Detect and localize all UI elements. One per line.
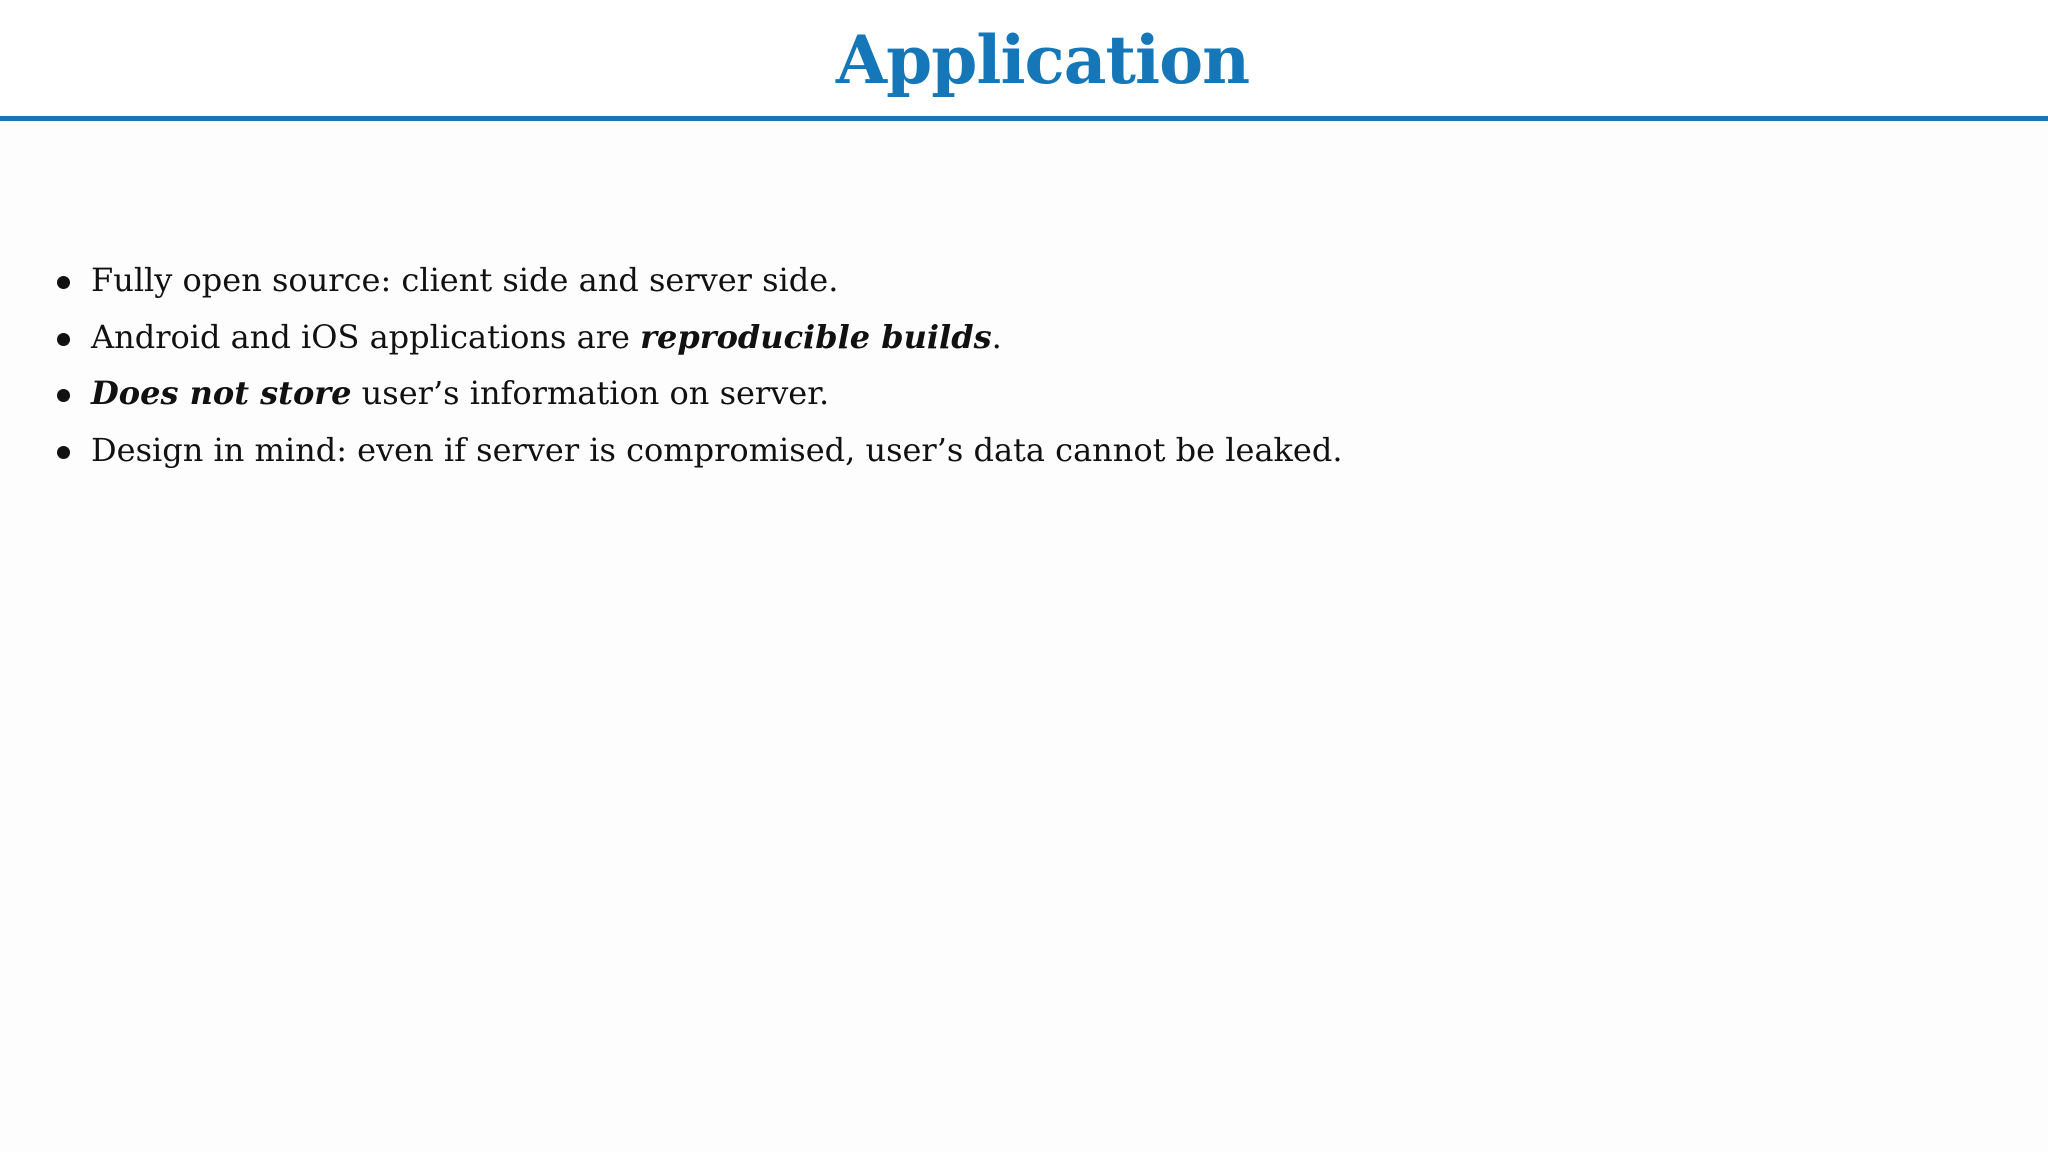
bullet-item bbox=[54, 252, 1343, 309]
bullet-emphasis: Does not store bbox=[91, 374, 352, 412]
bullet-emphasis: reproducible builds bbox=[640, 317, 992, 356]
bullet-icon bbox=[57, 389, 70, 402]
bullet-text-tail: user’s information on server. bbox=[351, 374, 830, 412]
bullet-list bbox=[54, 252, 1343, 478]
bullet-text: Android and iOS applications are bbox=[91, 317, 641, 356]
title-divider bbox=[0, 116, 2048, 121]
bullet-text: Design in mind: even if server is compromised, user’s data cannot be leaked. bbox=[91, 430, 1343, 469]
bullet-icon bbox=[57, 276, 70, 289]
bullet-text: Fully open source: client side and server side. bbox=[91, 261, 839, 299]
bullet-item bbox=[54, 365, 1343, 422]
bullet-icon bbox=[57, 333, 70, 346]
bullet-text-tail: . bbox=[991, 317, 1002, 356]
bullet-item bbox=[54, 422, 1343, 479]
bullet-icon bbox=[57, 446, 70, 459]
slide-header bbox=[0, 0, 2048, 117]
bullet-item bbox=[54, 309, 1343, 366]
slide-title: Application bbox=[835, 21, 1250, 99]
